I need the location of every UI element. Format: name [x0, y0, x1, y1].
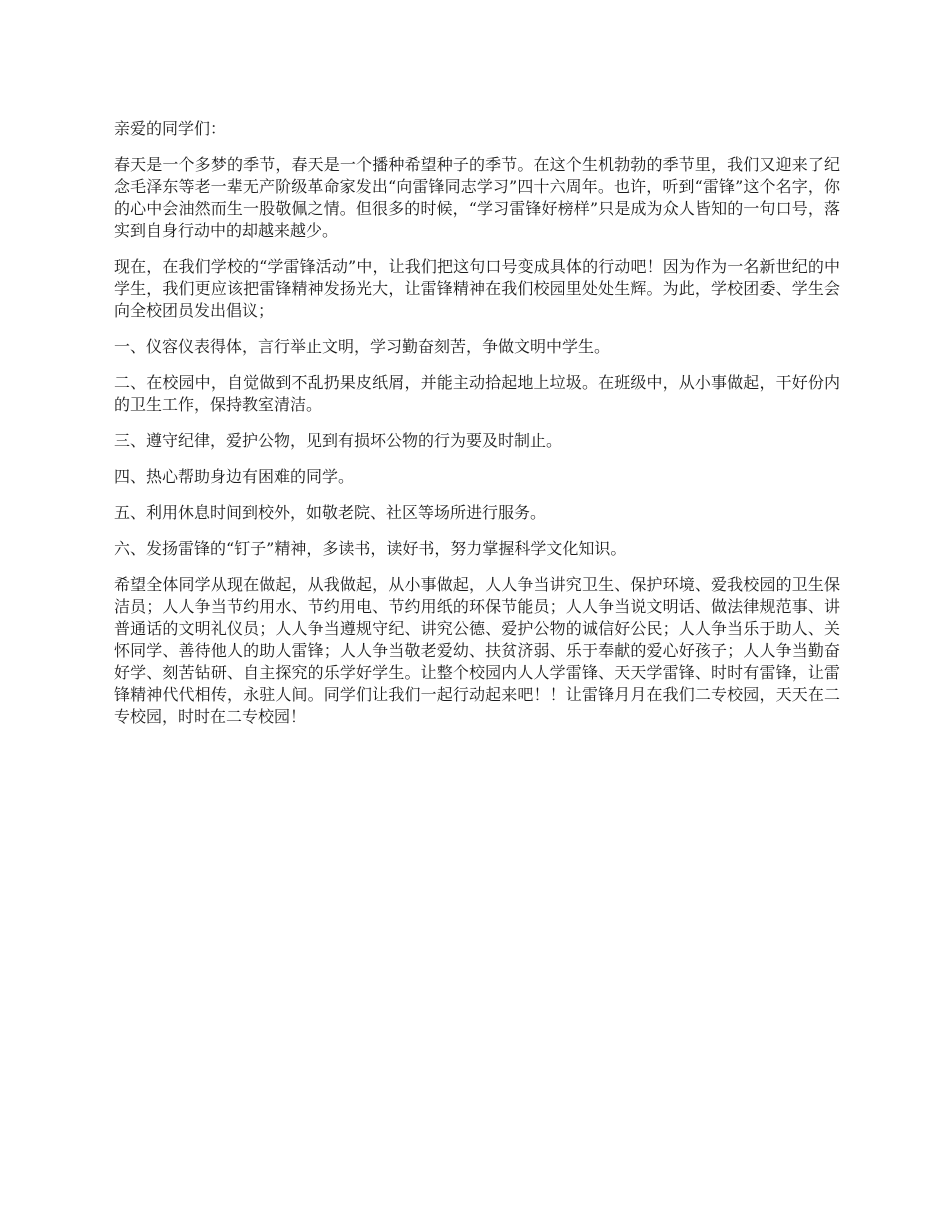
proposal-item-4: 四、热心帮助身边有困难的同学。: [114, 467, 355, 486]
paragraph-conclusion: 希望全体同学从现在做起，从我做起，从小事做起，人人争当讲究卫生、保护环境、爱我校园的卫生保洁员；人人争当节约用水、节约用电、节约用纸的环保节能员；人人争当说文明话、做法律规范事、讲普通话的文明礼仪员；人人争当遵规守纪、讲究公德、爱护公物的诚信好公民；人人争当乐于助人、关怀同学、善待他人的助人雷锋；人人争当敬老爱幼、扶贫济弱、乐于奉献的爱心好孩子；人人争当勤奋好学、刻苦钻研、自主探究的乐学好学生。让整个校园内人人学雷锋、天天学雷锋、时时有雷锋，让雷锋精神代代相传，永驻人间。同学们让我们一起行动起来吧！！让雷锋月月在我们二专校园，天天在二专校园，时时在二专校园！: [114, 575, 840, 726]
proposal-item-1: 一、仪容仪表得体，言行举止文明，学习勤奋刻苦，争做文明中学生。: [114, 337, 611, 356]
paragraph-intro: 春天是一个多梦的季节，春天是一个播种希望种子的季节。在这个生机勃勃的季节里，我们又迎来了纪念毛泽东等老一辈无产阶级革命家发出“向雷锋同志学习”四十六周年。也许，听到“雷锋”这个名字，你的心中会油然而生一股敬佩之情。但很多的时候，“学习雷锋好榜样”只是成为众人皆知的一句口号，落实到自身行动中的却越来越少。: [114, 155, 840, 240]
proposal-item-2: 二、在校园中，自觉做到不乱扔果皮纸屑，并能主动拾起地上垃圾。在班级中，从小事做起，干好份内的卫生工作，保持教室清洁。: [114, 373, 840, 414]
proposal-item-5: 五、利用休息时间到校外，如敬老院、社区等场所进行服务。: [114, 503, 547, 522]
greeting: 亲爱的同学们：: [114, 119, 227, 138]
proposal-item-6: 六、发扬雷锋的“钉子”精神，多读书，读好书，努力掌握科学文化知识。: [114, 539, 627, 558]
paragraph-proposal: 现在，在我们学校的“学雷锋活动”中，让我们把这句口号变成具体的行动吧！因为作为一名新世纪的中学生，我们更应该把雷锋精神发扬光大，让雷锋精神在我们校园里处处生辉。为此，学校团委、学生会向全校团员发出倡议；: [114, 257, 840, 320]
proposal-item-3: 三、遵守纪律，爱护公物，见到有损坏公物的行为要及时制止。: [114, 431, 563, 450]
document-body: [114, 118, 840, 742]
